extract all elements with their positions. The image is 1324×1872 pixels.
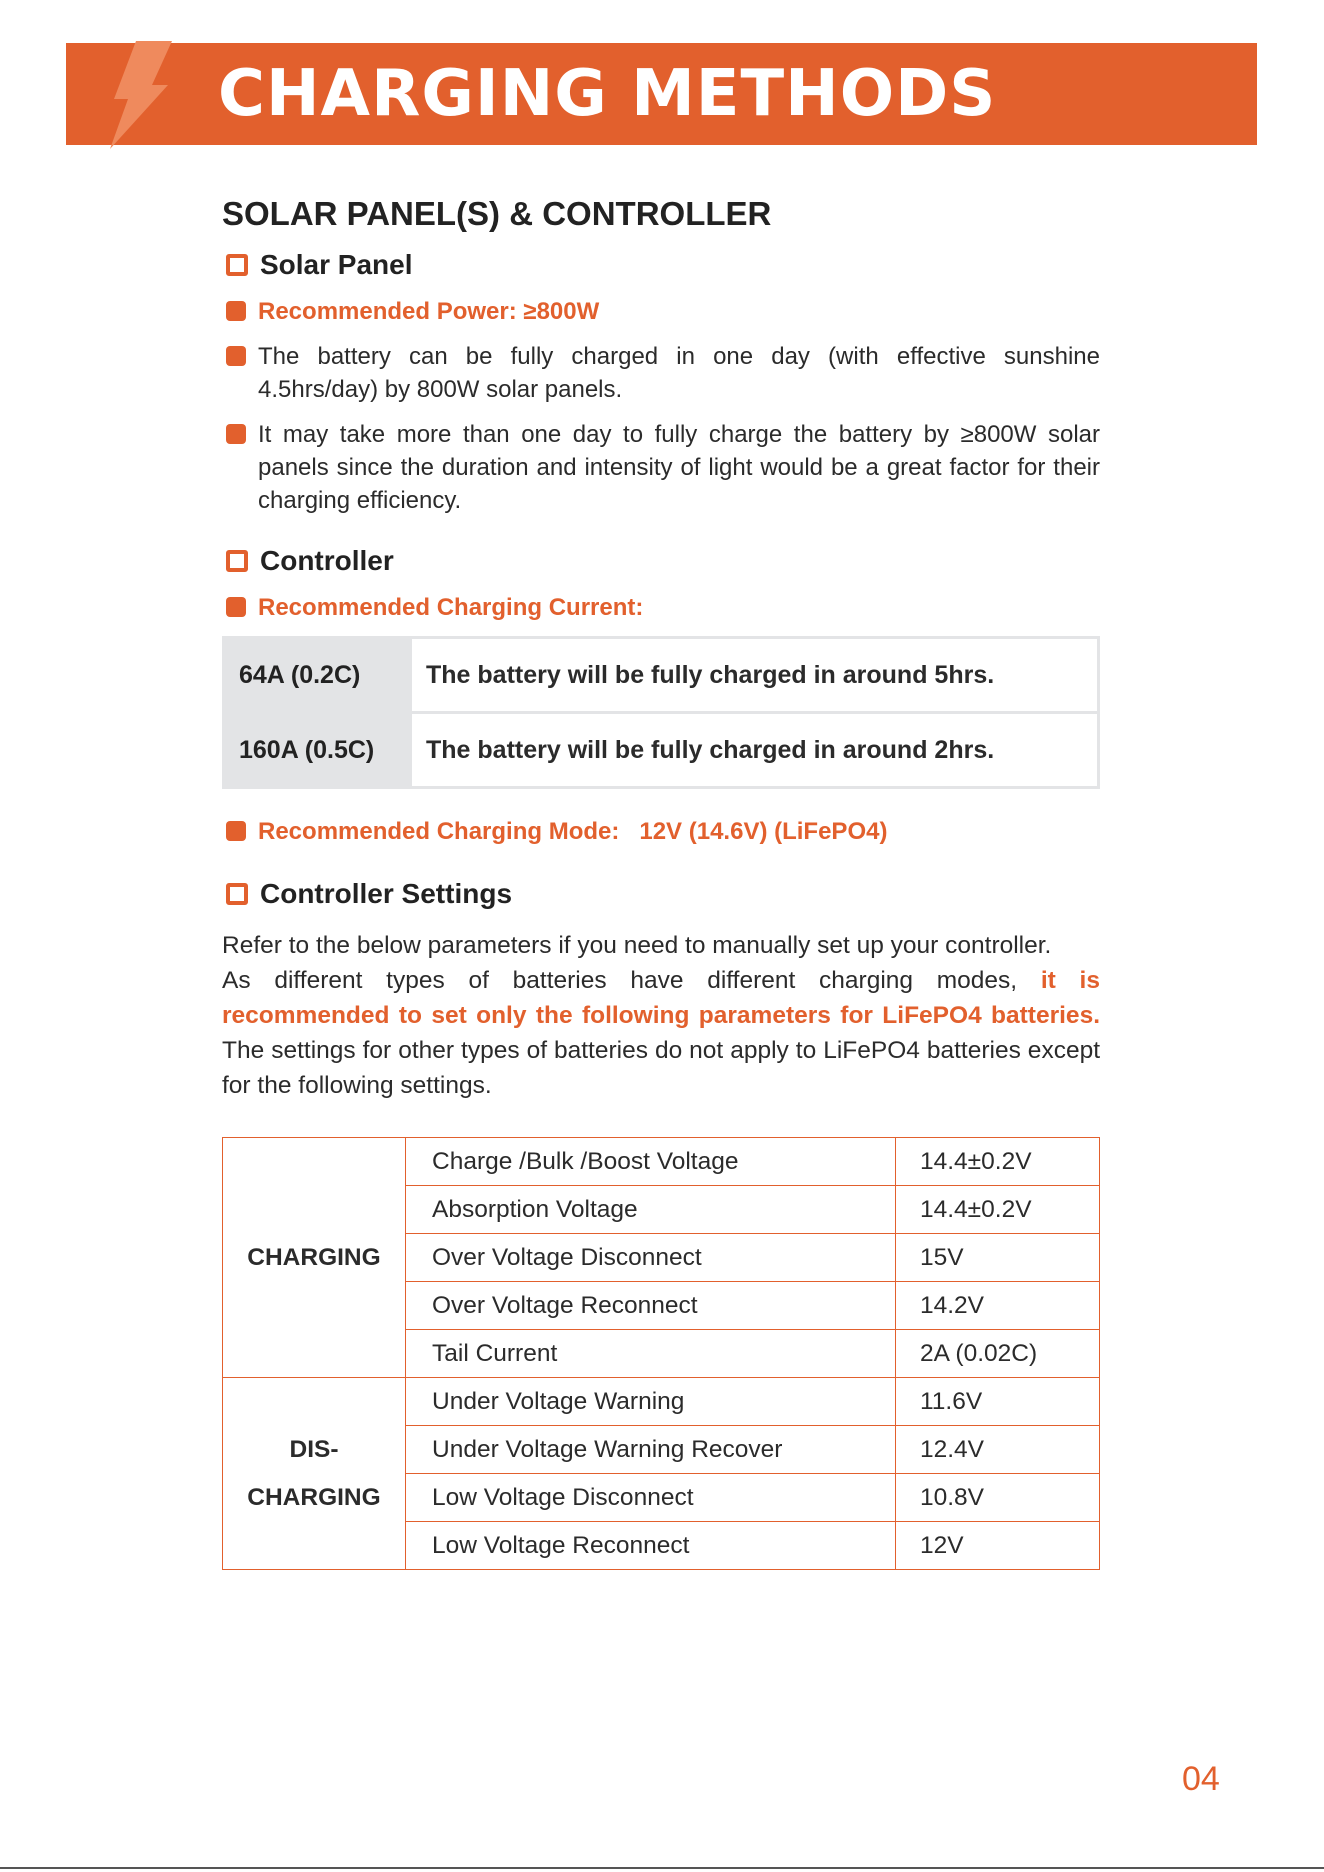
square-outline-icon [226, 550, 248, 572]
controller-settings-heading [226, 878, 1100, 910]
solar-bullet-2: It may take more than one day to fully charge the battery by ≥800W solar panels since the duration and intensity of light would be a great factor for their charging efficiency. [258, 421, 1100, 514]
discharging-group-label [223, 1378, 406, 1570]
param-value: 15V [896, 1234, 1100, 1282]
parameters-table [222, 1137, 1100, 1570]
bullet-square-icon [226, 424, 246, 444]
settings-paragraph-2 [222, 963, 1100, 1103]
table-row [224, 638, 1099, 713]
discharging-label-line-1: DIS- [289, 1435, 339, 1463]
section-title: SOLAR PANEL(S) & CONTROLLER [222, 195, 772, 232]
current-description: The battery will be fully charged in around 5hrs. [411, 638, 1099, 713]
recommended-mode [226, 815, 1100, 848]
main-content [222, 195, 1100, 1570]
solar-panel-heading [226, 249, 1100, 281]
lightning-bolt-icon [102, 41, 172, 149]
param-name: Over Voltage Reconnect [406, 1282, 896, 1330]
bullet-square-icon [226, 301, 246, 321]
list-item [226, 340, 1100, 406]
settings-paragraph-2-end: The settings for other types of batteries do not apply to LiFePO4 batteries except for the following settings. [222, 1037, 1100, 1099]
param-name: Under Voltage Warning Recover [406, 1426, 896, 1474]
param-name: Under Voltage Warning [406, 1378, 896, 1426]
page-bottom-divider [0, 1867, 1324, 1869]
controller-heading [226, 545, 1100, 577]
page-number: 04 [1182, 1760, 1220, 1798]
solar-panel-heading-text: Solar Panel [260, 249, 413, 280]
recommended-power-text: Recommended Power: ≥800W [258, 298, 600, 325]
charging-group-label: CHARGING [223, 1138, 406, 1378]
param-value: 2A (0.02C) [896, 1330, 1100, 1378]
recommended-current-text: Recommended Charging Current: [258, 594, 644, 621]
controller-settings-heading-text: Controller Settings [260, 878, 513, 909]
recommended-mode-text: Recommended Charging Mode: 12V (14.6V) (LiFePO4) [258, 818, 888, 845]
controller-heading-text: Controller [260, 545, 394, 576]
param-name: Charge /Bulk /Boost Voltage [406, 1138, 896, 1186]
settings-paragraph-1: Refer to the below parameters if you need to manually set up your controller. [222, 932, 1052, 959]
param-value: 12.4V [896, 1426, 1100, 1474]
settings-paragraph-2-highlight: it is recommended to set only the following parameters for LiFePO4 batteries. [222, 967, 1100, 1029]
current-description: The battery will be fully charged in around 2hrs. [411, 713, 1099, 788]
param-value: 14.2V [896, 1282, 1100, 1330]
table-row [224, 713, 1099, 788]
page-title: CHARGING METHODS [218, 57, 997, 131]
square-outline-icon [226, 883, 248, 905]
param-name: Low Voltage Reconnect [406, 1522, 896, 1570]
list-item [226, 418, 1100, 517]
param-name: Tail Current [406, 1330, 896, 1378]
param-value: 11.6V [896, 1378, 1100, 1426]
header-banner [66, 43, 1257, 145]
bullet-square-icon [226, 821, 246, 841]
discharging-label-line-2: CHARGING [247, 1483, 381, 1511]
recommended-power [226, 295, 1100, 328]
current-value: 64A (0.2C) [224, 638, 411, 713]
param-value: 14.4±0.2V [896, 1138, 1100, 1186]
bullet-square-icon [226, 346, 246, 366]
square-outline-icon [226, 254, 248, 276]
param-value: 10.8V [896, 1474, 1100, 1522]
param-name: Low Voltage Disconnect [406, 1474, 896, 1522]
settings-paragraph-2-start: As different types of batteries have different charging modes, [222, 967, 1041, 994]
table-row [223, 1378, 1100, 1426]
table-row [223, 1138, 1100, 1186]
param-value: 12V [896, 1522, 1100, 1570]
param-name: Over Voltage Disconnect [406, 1234, 896, 1282]
bullet-square-icon [226, 597, 246, 617]
param-name: Absorption Voltage [406, 1186, 896, 1234]
recommended-current [226, 591, 1100, 624]
solar-bullet-1: The battery can be fully charged in one day (with effective sunshine 4.5hrs/day) by 800W solar panels. [258, 343, 1100, 403]
param-value: 14.4±0.2V [896, 1186, 1100, 1234]
current-value: 160A (0.5C) [224, 713, 411, 788]
charging-current-table [222, 636, 1100, 789]
